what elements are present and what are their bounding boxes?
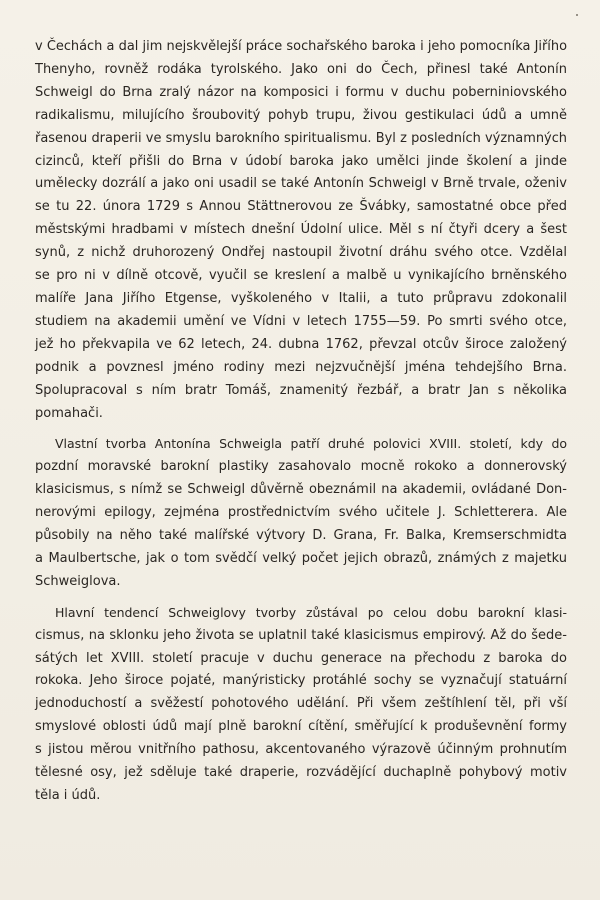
text-line: a Maulbertsche, jak o tom svědčí velký počet jejich obrazů, známých z majetku (35, 550, 567, 566)
text-line: jednoduchostí a svěžestí pohotového udělání. Při všem zeštíhlení těl, při vší (35, 696, 567, 712)
paragraph-gap (35, 425, 567, 433)
text-line: cizinců, kteří přišli do Brna v údobí baroka jako umělci jinde školení a jinde (35, 153, 567, 169)
text-line: sátých let XVIII. století pracuje v duchu generace na přechodu z baroka do (35, 650, 567, 666)
text-line: nerovými epilogy, zejména prostřednictvím svého učitele J. Schletterera. Ale (35, 505, 567, 521)
text-line: Vlastní tvorba Antonína Schweigla patří druhé polovici XVIII. století, kdy do (55, 436, 567, 452)
paragraph (35, 433, 567, 593)
text-line: klasicismus, s nímž se Schweigl důvěrně obeznámil na akademii, ovládané Don- (35, 482, 567, 498)
text-line: městskými hradbami v místech dnešní Údolní ulice. Měl s ní čtyři dcery a šest (35, 222, 567, 238)
text-line: s jistou měrou vnitřního pathosu, akcentovaného výrazově účinným prohnutím (35, 742, 567, 758)
text-line: synů, z nichž druhorozený Ondřej nastoupil životní dráhu svého otce. Vzdělal (35, 245, 567, 261)
text-line: řasenou draperii ve smyslu barokního spiritualismu. Byl z posledních významných (35, 130, 567, 146)
text-line: cismus, na sklonku jeho života se uplatnil také klasicismus empirový. Až do šede- (35, 627, 567, 643)
text-line: rokoka. Jeho široce pojaté, manýristicky protáhlé sochy se vyznačují statuární (35, 673, 567, 689)
text-line: tělesné osy, jež sděluje také draperie, rozvádějící duchaplně pohybový motiv (35, 765, 567, 781)
text-line: Schweiglova. (35, 573, 121, 589)
text-line: studiem na akademii umění ve Vídni v letech 1755—59. Po smrti svého otce, (35, 313, 567, 329)
paragraph (35, 36, 567, 425)
text-line: se pro ni v dílně otcově, vyučil se kreslení a malbě u vynikajícího brněnského (35, 268, 567, 284)
text-line: těla i údů. (35, 788, 101, 803)
text-line: Hlavní tendencí Schweiglovy tvorby zůstával po celou dobu barokní klasi- (55, 604, 567, 620)
paragraph (35, 602, 567, 808)
text-line: pomahači. (35, 405, 103, 421)
text-line: smyslové oblosti údů mají plně barokní cítění, směřující k produševnění formy (35, 719, 567, 735)
text-line: Spolupracoval s ním bratr Tomáš, znamenitý řezbář, a bratr Jan s několika (35, 382, 567, 398)
text-line: Thenyho, rovněž rodáka tyrolského. Jako oni do Čech, přinesl také Antonín (35, 61, 567, 77)
text-line: radikalismu, milujícího šroubovitý pohyb trupu, živou gestikulaci údů a umně (35, 107, 567, 123)
text-line: působily na něho také malířské výtvory D. Grana, Fr. Balka, Kremserschmidta (35, 528, 567, 544)
body-text (35, 36, 567, 808)
text-line: umělecky dozrálí a jako oni usadil se také Antonín Schweigl v Brně trvale, oženiv (35, 176, 567, 192)
text-line: se tu 22. února 1729 s Annou Stättnerovou ze Švábky, samostatné obce před (35, 199, 567, 215)
text-line: jež ho překvapila ve 62 letech, 24. dubna 1762, převzal otcův široce založený (35, 336, 567, 352)
text-line: Schweigl do Brna zralý názor na komposici i formu v duchu poberniniovského (35, 84, 567, 100)
paragraph-gap (35, 594, 567, 602)
text-line: podnik a povznesl jméno rodiny mezi nejzvučnější jména tehdejšího Brna. (35, 359, 567, 375)
text-line: pozdní moravské barokní plastiky zasahovalo mocně rokoko a donnerovský (35, 459, 567, 475)
text-line: malíře Jana Jiřího Etgense, vyškoleného v Italii, a tuto průpravu zdokonalil (35, 290, 567, 306)
page-speck (576, 14, 578, 16)
text-line: v Čechách a dal jim nejskvělejší práce sochařského baroka i jeho pomocníka Jiřího (35, 39, 567, 54)
